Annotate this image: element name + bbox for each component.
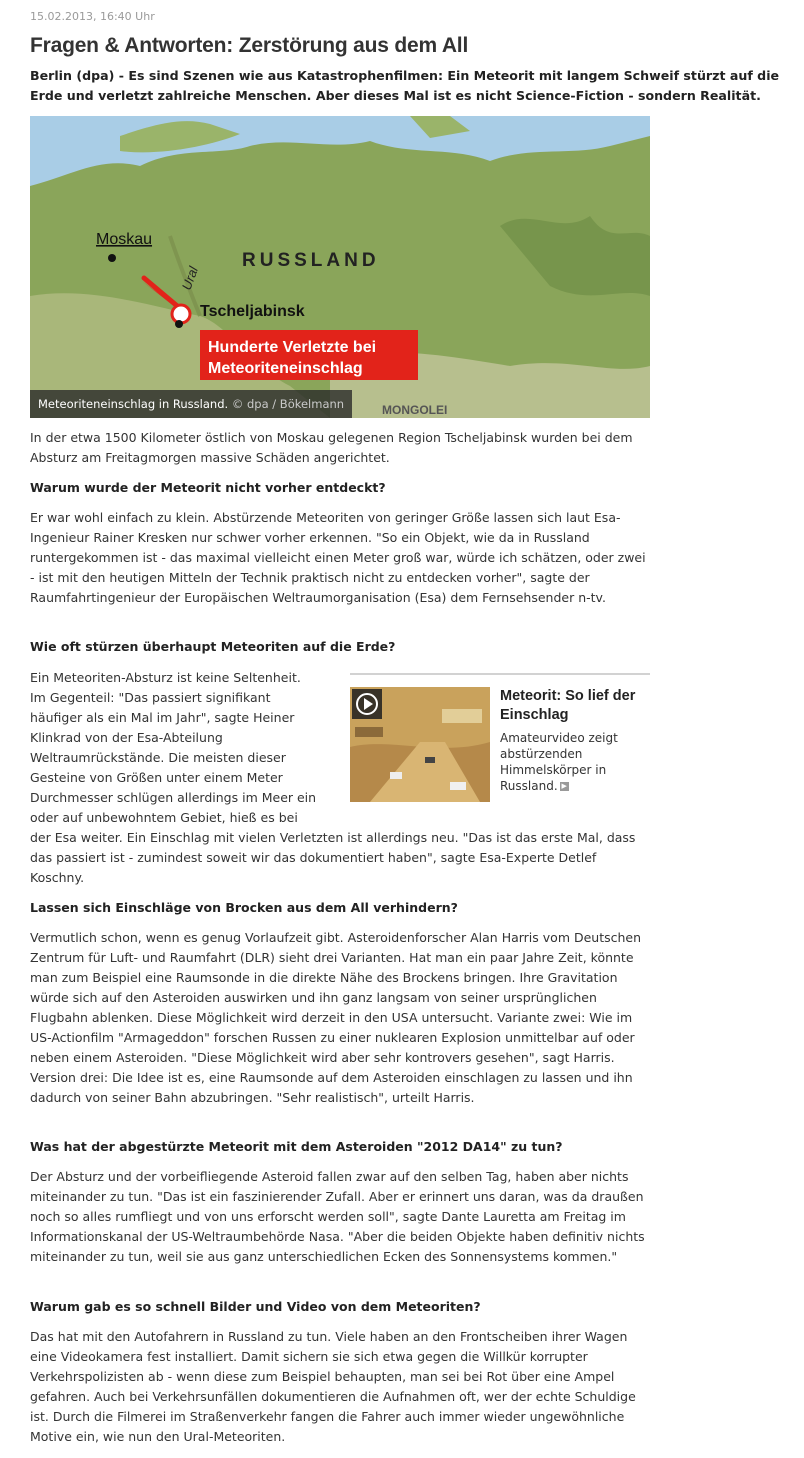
answer-2-line: Gesteine von Größen unter einem Meter xyxy=(30,770,283,785)
moskau-label: Moskau xyxy=(96,231,153,248)
moskau-marker xyxy=(108,254,116,262)
map-figure[interactable] xyxy=(30,116,650,418)
video-thumbnail[interactable] xyxy=(350,687,490,802)
answer-2-line: Durchmesser schlügen allerdings im Meer ein xyxy=(30,790,317,805)
more-arrow-icon[interactable]: ▶ xyxy=(561,782,567,790)
article-lead: Berlin (dpa) - Es sind Szenen wie aus Katastrophenfilmen: Ein Meteorit mit langem Schweif stürzt auf die Erde und verletzt zahlreiche Menschen. Aber dieses Mal ist es nicht Science-Fiction - sondern Realität. xyxy=(30,68,780,103)
impact-marker xyxy=(172,305,190,323)
russia-map xyxy=(30,116,650,418)
question-5: Warum gab es so schnell Bilder und Video von dem Meteoriten? xyxy=(30,1299,481,1314)
answer-1: Er war wohl einfach zu klein. Abstürzende Meteoriten von geringer Größe lassen sich laut Esa-Ingenieur Rainer Kresken nur schwer vorher erkennen. "So ein Objekt, wie da in Russland runtergekommen ist - das maximal vielleicht einen Meter groß war, würde ich schätzen, oder zwei - ist mit den heutigen Mitteln der Technik praktisch nicht zu entdecken vorher", sagte der Raumfahrtingenieur der Europäischen Weltraumorganisation (Esa) dem Fernsehsender n-tv. xyxy=(30,510,646,605)
question-1: Warum wurde der Meteorit nicht vorher entdeckt? xyxy=(30,480,386,495)
teaser-title[interactable]: Meteorit: So lief der Einschlag xyxy=(500,688,636,723)
russland-label: RUSSLAND xyxy=(242,250,380,271)
answer-3: Vermutlich schon, wenn es genug Vorlaufzeit gibt. Asteroidenforscher Alan Harris vom Deutschen Zentrum für Luft- und Raumfahrt (DLR) sieht drei Varianten. Hat man ein paar Jahre Zeit, könnte man zum Beispiel eine Raumsonde in die direkte Nähe des Brockens bringen. Ihre Gravitation würde sich auf den Asteroiden auswirken und ihn ganz langsam von seiner ursprünglichen Flugbahn ablenken. Diese Möglichkeit wird derzeit in den USA untersucht. Variante zwei: Wie im US-Actionfilm "Armageddon" forschen Russen zu einer nuklearen Explosion unmittelbar auf oder neben einem Asteroiden. "Diese Möglichkeit wird aber sehr kontrovers gesehen", sagt Harris. Version drei: Die Idee ist es, eine Raumsonde auf dem Asteroiden einschlagen zu lassen und ihn dadurch von seiner Bahn abzubringen. "Sehr realistisch", urteilt Harris. xyxy=(30,930,642,1105)
answer-2-line: Ein Meteoriten-Absturz ist keine Seltenheit. xyxy=(30,670,301,685)
answer-2-line: oder auf unbewohntem Gebiet, hieß es bei xyxy=(30,810,298,825)
answer-2-rest: der Esa weiter. Ein Einschlag mit vielen Verletzten ist allerdings neu. "Das ist das erste Mal, dass das passiert ist - zumindest soweit wir das dokumentiert haben", sagte Esa-Experte Detlef Koschny. xyxy=(30,830,636,885)
answer-2-line: Klinkrad von der Esa-Abteilung xyxy=(30,730,223,745)
article-headline: Fragen & Antworten: Zerstörung aus dem All xyxy=(30,34,469,57)
answer-5: Das hat mit den Autofahrern in Russland zu tun. Viele haben an den Frontscheiben ihrer Wagen eine Videokamera fest installiert. Damit sichern sie sich etwa gegen die Willkür korrupter Verkehrspolizisten ab - wenn diese zum Beispiel behaupten, man sei bei Rot über eine Ampel gefahren. Auch bei Verkehrsunfällen dokumentieren die Aufnahmen oft, wer der echte Schuldige ist. Durch die Filmerei im Straßenverkehr fangen die Fahrer auch immer wieder ungewöhnliche Motive ein, wie nun den Ural-Meteoriten. xyxy=(30,1329,636,1444)
article-date: 15.02.2013, 16:40 Uhr xyxy=(30,10,155,23)
video-teaser[interactable] xyxy=(350,673,650,793)
banner-line-1: Hunderte Verletzte bei xyxy=(208,339,377,356)
question-3: Lassen sich Einschläge von Brocken aus dem All verhindern? xyxy=(30,900,458,915)
caption-text: Meteoriteneinschlag in Russland. xyxy=(38,397,229,411)
caption-credit: © dpa / Bökelmann xyxy=(231,397,345,411)
banner-line-2: Meteoriteneinschlag xyxy=(208,360,363,377)
answer-2-line: Im Gegenteil: "Das passiert signifikant xyxy=(30,690,271,705)
answer-2-line: häufiger als ein Mal im Jahr", sagte Heiner xyxy=(30,710,295,725)
answer-4: Der Absturz und der vorbeifliegende Asteroid fallen zwar auf den selben Tag, haben aber nichts miteinander zu tun. "Das ist ein faszinierender Zufall. Aber er erinnert uns daran, was da draußen noch so alles rumfliegt und von uns erforscht werden soll", sagte Dante Lauretta am Freitag im Informationskanal der US-Weltraumbehörde Nasa. "Aber die beiden Objekte haben definitiv nichts miteinander zu tun, weil sie aus ganz unterschiedlichen Ecken des Sonnensystems kommen." xyxy=(30,1169,645,1264)
answer-2-line: Weltraumrückstände. Die meisten dieser xyxy=(30,750,286,765)
teaser-description xyxy=(500,730,650,794)
question-2: Wie oft stürzen überhaupt Meteoriten auf die Erde? xyxy=(30,639,396,654)
tscheljabinsk-label: Tscheljabinsk xyxy=(200,303,305,320)
play-icon[interactable] xyxy=(352,689,382,719)
question-4: Was hat der abgestürzte Meteorit mit dem Asteroiden "2012 DA14" zu tun? xyxy=(30,1139,563,1154)
figure-caption xyxy=(30,390,352,418)
intro-paragraph: In der etwa 1500 Kilometer östlich von Moskau gelegenen Region Tscheljabinsk wurden bei dem Absturz am Freitagmorgen massive Schäden angerichtet. xyxy=(30,430,633,465)
teaser-description-text: Amateurvideo zeigt abstürzenden Himmelskörper in Russland. xyxy=(500,731,618,793)
mongolei-label: MONGOLEI xyxy=(382,403,448,417)
ural-label: Ural xyxy=(178,264,201,293)
